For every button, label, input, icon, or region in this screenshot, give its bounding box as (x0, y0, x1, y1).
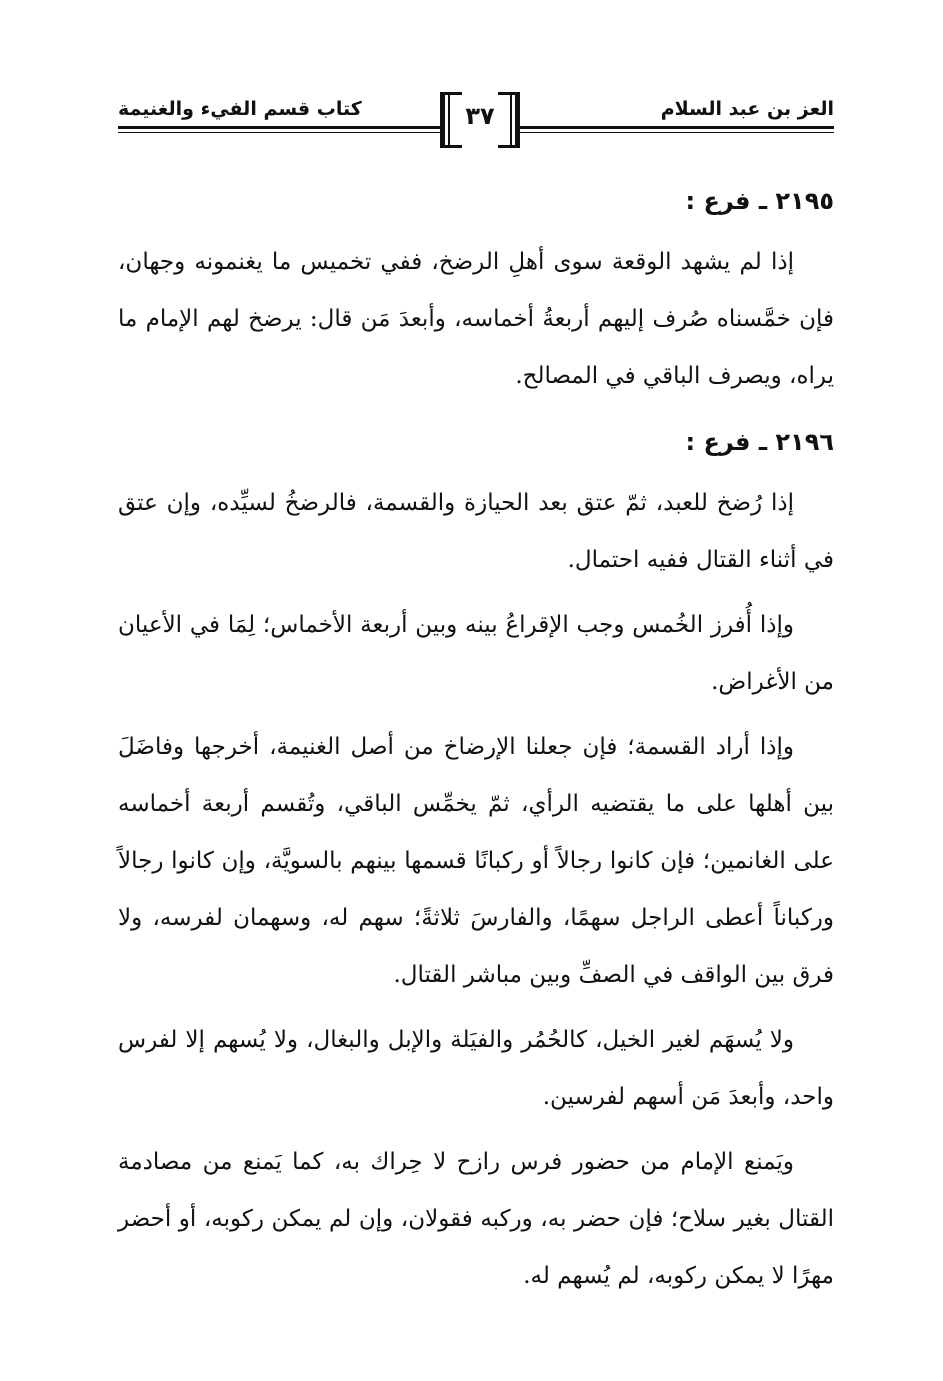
paragraph: إذا لم يشهد الوقعة سوى أهلِ الرضخ، ففي تخميس ما يغنمونه وجهان، فإن خمَّسناه صُرف إليهم أربعةُ أخماسه، وأبعدَ مَن قال: يرضخ لهم الإمام ما يراه، ويصرف الباقي في المصالح. (118, 249, 834, 389)
frame-cap (440, 92, 462, 95)
page-number: ٣٧ (465, 102, 495, 130)
frame-bar-left (440, 94, 445, 146)
running-header (118, 92, 834, 150)
page-number-frame (440, 92, 520, 148)
frame-cap (498, 145, 520, 148)
paragraph: ولا يُسهَم لغير الخيل، كالحُمُر والفيَلة والإبل والبغال، ولا يُسهم إلا لفرس واحد، وأبعدَ مَن أسهم لفرسين. (118, 1027, 834, 1110)
header-book-title: كتاب قسم الفيء والغنيمة (118, 98, 370, 120)
paragraph: وإذا أُفرز الخُمس وجب الإقراعُ بينه وبين أربعة الأخماس؛ لِمَا في الأعيان من الأغراض. (118, 612, 834, 695)
frame-bar-right-inner (510, 94, 512, 146)
frame-bar-left-inner (448, 94, 450, 146)
paragraph: إذا رُضخ للعبد، ثمّ عتق بعد الحيازة والقسمة، فالرضخُ لسيِّده، وإن عتق في أثناء القتال ففيه احتمال. (118, 490, 834, 573)
paragraph: وإذا أراد القسمة؛ فإن جعلنا الإرضاخ من أصل الغنيمة، أخرجها وفاضَلَ بين أهلها على ما يقتضيه الرأي، ثمّ يخمِّس الباقي، وتُقسم أربعة أخماسه على الغانمين؛ فإن كانوا رجالاً أو ركبانًا قسمها بينهم بالسويَّة، وإن كانوا رجالاً وركباناً أعطى الراجل سهمًا، والفارسَ ثلاثةً؛ سهم له، وسهمان لفرسه، ولا فرق بين الواقف في الصفِّ وبين مباشر القتال. (118, 734, 834, 988)
paragraph: ويَمنع الإمام من حضور فرس رازح لا حِراك به، كما يَمنع من مصادمة القتال بغير سلاح؛ فإن حضر به، وركبه فقولان، وإن لم يمكن ركوبه، أو أحضر مهرًا لا يمكن ركوبه، لم يُسهم له. (118, 1149, 834, 1289)
page-body (118, 172, 834, 1313)
frame-cap (498, 92, 520, 95)
section-heading: ٢١٩٥ ـ فرع : (685, 187, 834, 215)
frame-cap (440, 145, 462, 148)
frame-bar-right (515, 94, 520, 146)
header-author: العز بن عبد السلام (653, 98, 834, 120)
section-heading: ٢١٩٦ ـ فرع : (685, 428, 834, 456)
